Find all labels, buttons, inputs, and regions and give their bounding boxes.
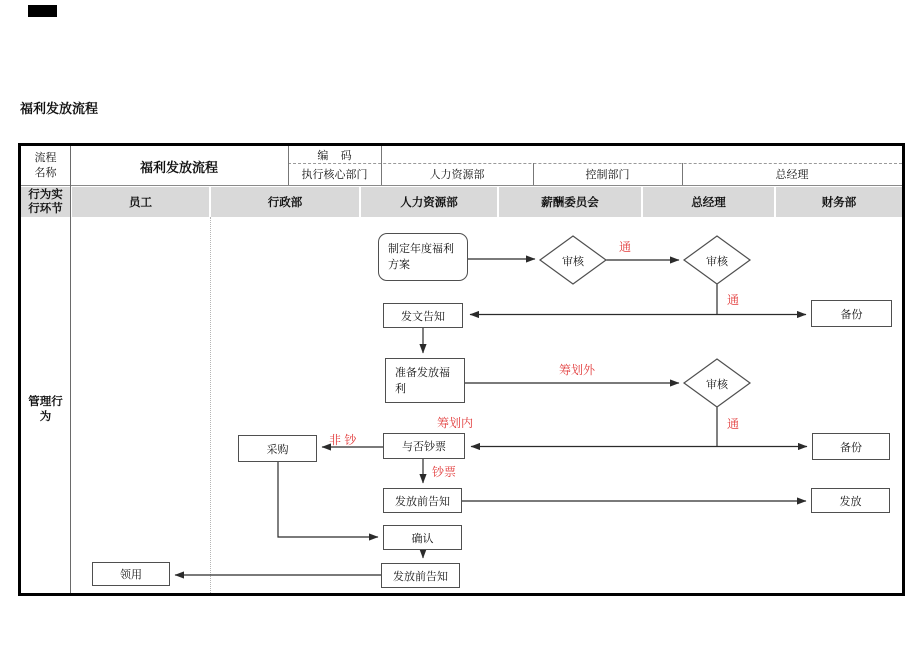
process-name-label-line1: 流程 [34, 152, 57, 164]
node-cash-check: 与否钞票 [383, 433, 465, 459]
edge-label-plan-internal: 筹划内 [437, 416, 474, 430]
lane-header-admin-dept: 行政部 [211, 187, 359, 217]
lane-header-employee: 员工 [72, 187, 209, 217]
control-dept-value-cell: 总经理 [775, 169, 809, 181]
node-issue: 发放 [811, 488, 890, 513]
edge-label-pass-1: 通 [619, 240, 632, 254]
node-purchase: 采购 [238, 435, 317, 462]
node-collect: 领用 [92, 562, 170, 586]
row-label-line2: 为 [39, 411, 52, 423]
node-plan-annual-welfare [378, 233, 468, 281]
edge-purchase-to-confirm [278, 462, 378, 537]
exec-dept-label-cell: 执行核心部门 [301, 169, 368, 181]
edge-label-cash: 钞票 [432, 465, 457, 479]
node-pre-issue-notice-2: 发放前告知 [381, 563, 460, 588]
node-prepare-line1: 准备发放福 [395, 366, 450, 379]
edge-label-non-cash: 非 钞 [329, 433, 357, 447]
node-prepare-welfare [385, 358, 465, 403]
lane-header-label-line1: 行为实 [28, 189, 63, 201]
exec-dept-value-cell: 人力资源部 [429, 169, 485, 181]
review1-label: 审核 [562, 256, 584, 268]
node-plan-line1: 制定年度福利 [388, 243, 454, 255]
review2-label: 审核 [706, 256, 728, 268]
edge-label-pass-2: 通 [727, 293, 740, 307]
code-label-cell: 编 码 [317, 150, 352, 162]
edge-label-plan-external: 筹划外 [559, 363, 596, 377]
node-pre-issue-notice-1: 发放前告知 [383, 488, 462, 513]
connector-lines [175, 259, 807, 575]
lane-header-finance-dept: 财务部 [776, 187, 902, 217]
node-prepare-line2: 利 [395, 382, 406, 395]
node-issue-notice: 发文告知 [383, 303, 463, 328]
process-name-value-cell: 福利发放流程 [139, 159, 218, 175]
lane-header-label-line2: 行环节 [28, 203, 63, 215]
document-title: 福利发放流程 [20, 101, 99, 116]
node-confirm: 确认 [383, 525, 462, 550]
edge-label-pass-3: 通 [727, 417, 740, 431]
node-backup-1: 备份 [811, 300, 892, 327]
node-backup-2: 备份 [812, 433, 890, 460]
lane-header-general-manager: 总经理 [643, 187, 774, 217]
node-plan-line2: 方案 [388, 259, 410, 271]
lane-header-hr-dept: 人力资源部 [361, 187, 497, 217]
review3-label: 审核 [706, 379, 728, 391]
control-dept-label-cell: 控制部门 [585, 169, 630, 181]
lane-header-compensation-committee: 薪酬委员会 [499, 187, 641, 217]
process-name-label-line2: 名称 [34, 167, 57, 179]
row-label-line1: 管理行 [28, 396, 63, 408]
